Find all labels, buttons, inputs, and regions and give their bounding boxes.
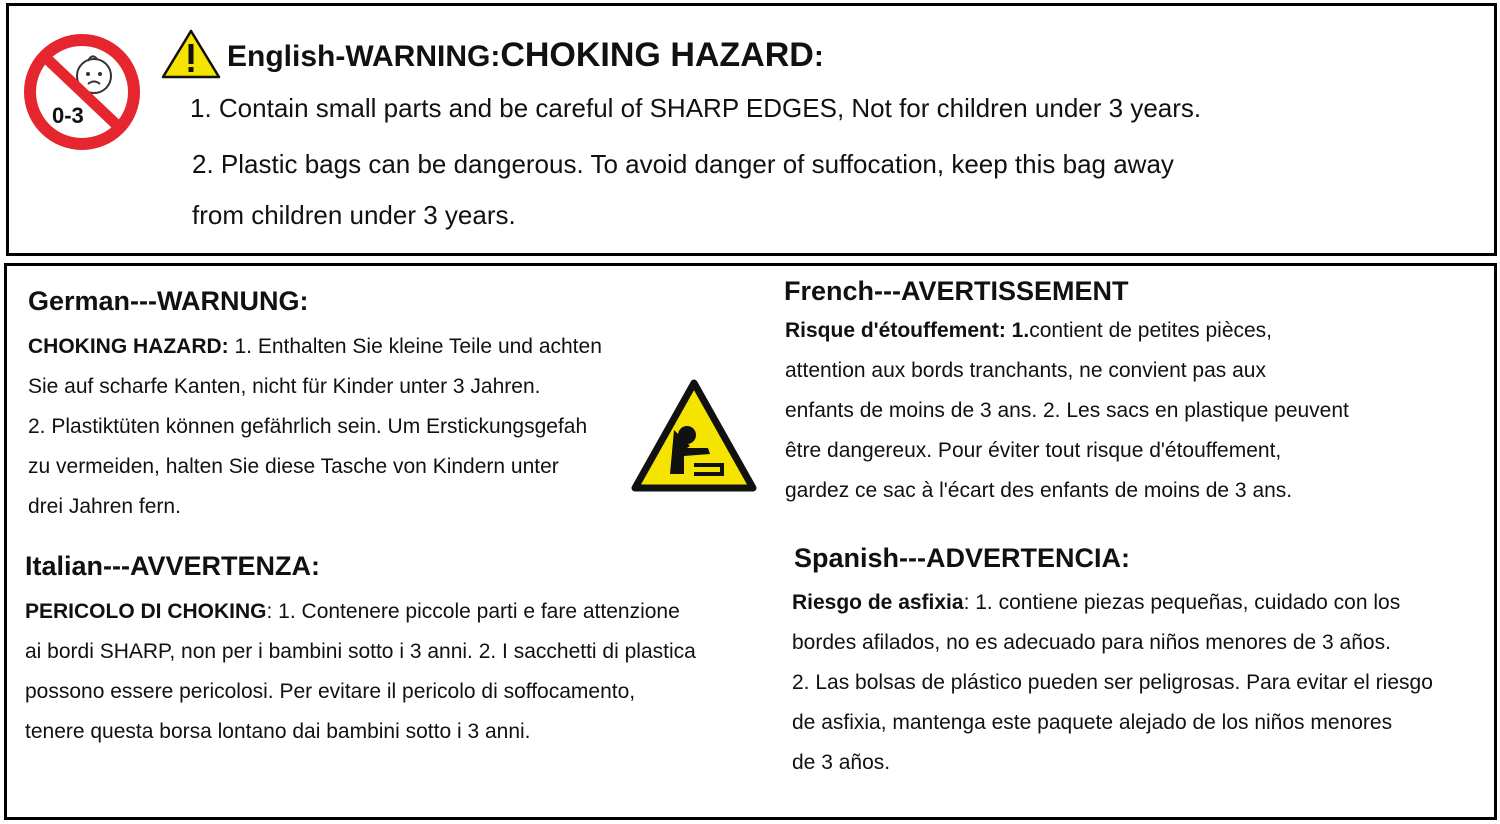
english-line-1: 1. Contain small parts and be careful of SHARP EDGES, Not for children under 3 years.	[190, 93, 1202, 123]
caution-triangle-icon	[160, 28, 222, 80]
italian-line-2: ai bordi SHARP, non per i bambini sotto i 3 anni. 2. I sacchetti di plastica	[25, 640, 696, 663]
german-line-1-text: 1. Enthalten Sie kleine Teile und achten	[228, 335, 602, 358]
german-heading: German---WARNUNG:	[28, 286, 309, 316]
english-line-2: 2. Plastic bags can be dangerous. To avoid danger of suffocation, keep this bag away	[192, 149, 1174, 179]
spanish-line-5: de 3 años.	[792, 751, 891, 774]
spanish-line-4: de asfixia, mantenga este paquete alejado de los niños menores	[792, 711, 1393, 734]
italian-bold-label: PERICOLO DI CHOKING	[25, 600, 267, 623]
spanish-heading: Spanish---ADVERTENCIA:	[794, 543, 1130, 573]
choking-hazard-icon	[630, 378, 758, 494]
spanish-line-3: 2. Las bolsas de plástico pueden ser peligrosas. Para evitar el riesgo	[792, 671, 1433, 694]
italian-line-1	[25, 600, 680, 624]
italian-line-4: tenere questa borsa lontano dai bambini sotto i 3 anni.	[25, 720, 531, 743]
spanish-line-2: bordes afilados, no es adecuado para niños menores de 3 años.	[792, 631, 1391, 654]
german-bold-label: CHOKING HAZARD:	[28, 335, 229, 358]
german-line-2: Sie auf scharfe Kanten, nicht für Kinder unter 3 Jahren.	[28, 375, 541, 398]
english-title	[227, 36, 824, 75]
english-title-suffix: :	[813, 40, 824, 73]
italian-line-3: possono essere pericolosi. Per evitare il pericolo di soffocamento,	[25, 680, 636, 703]
french-line-5: gardez ce sac à l'écart des enfants de moins de 3 ans.	[785, 479, 1293, 502]
french-line-1-text: contient de petites pièces,	[1029, 319, 1273, 342]
french-bold-label: Risque d'étouffement: 1.	[785, 319, 1030, 342]
spanish-bold-label: Riesgo de asfixia	[792, 591, 964, 614]
italian-line-1-text: : 1. Contenere piccole parti e fare attenzione	[266, 600, 680, 623]
french-line-4: être dangereux. Pour éviter tout risque d'étouffement,	[785, 439, 1282, 462]
italian-heading: Italian---AVVERTENZA:	[25, 551, 320, 581]
french-line-1	[785, 319, 1272, 343]
french-line-2: attention aux bords tranchants, ne convient pas aux	[785, 359, 1266, 382]
french-line-3: enfants de moins de 3 ans. 2. Les sacs en plastique peuvent	[785, 399, 1349, 422]
german-line-5: drei Jahren fern.	[28, 495, 181, 518]
spanish-line-1-text: : 1. contiene piezas pequeñas, cuidado con los	[963, 591, 1401, 614]
german-line-4: zu vermeiden, halten Sie diese Tasche von Kindern unter	[28, 455, 559, 478]
german-line-1	[28, 335, 602, 359]
age-badge-text: 0-3	[52, 103, 84, 128]
spanish-line-1	[792, 591, 1400, 615]
english-title-prefix: English-WARNING:	[227, 40, 501, 73]
german-line-3: 2. Plastiktüten können gefährlich sein. Um Erstickungsgefah	[28, 415, 588, 438]
english-line-3: from children under 3 years.	[192, 200, 516, 230]
no-under-3-icon	[22, 32, 142, 152]
french-heading: French---AVERTISSEMENT	[784, 276, 1129, 306]
english-title-main: CHOKING HAZARD	[500, 36, 814, 74]
